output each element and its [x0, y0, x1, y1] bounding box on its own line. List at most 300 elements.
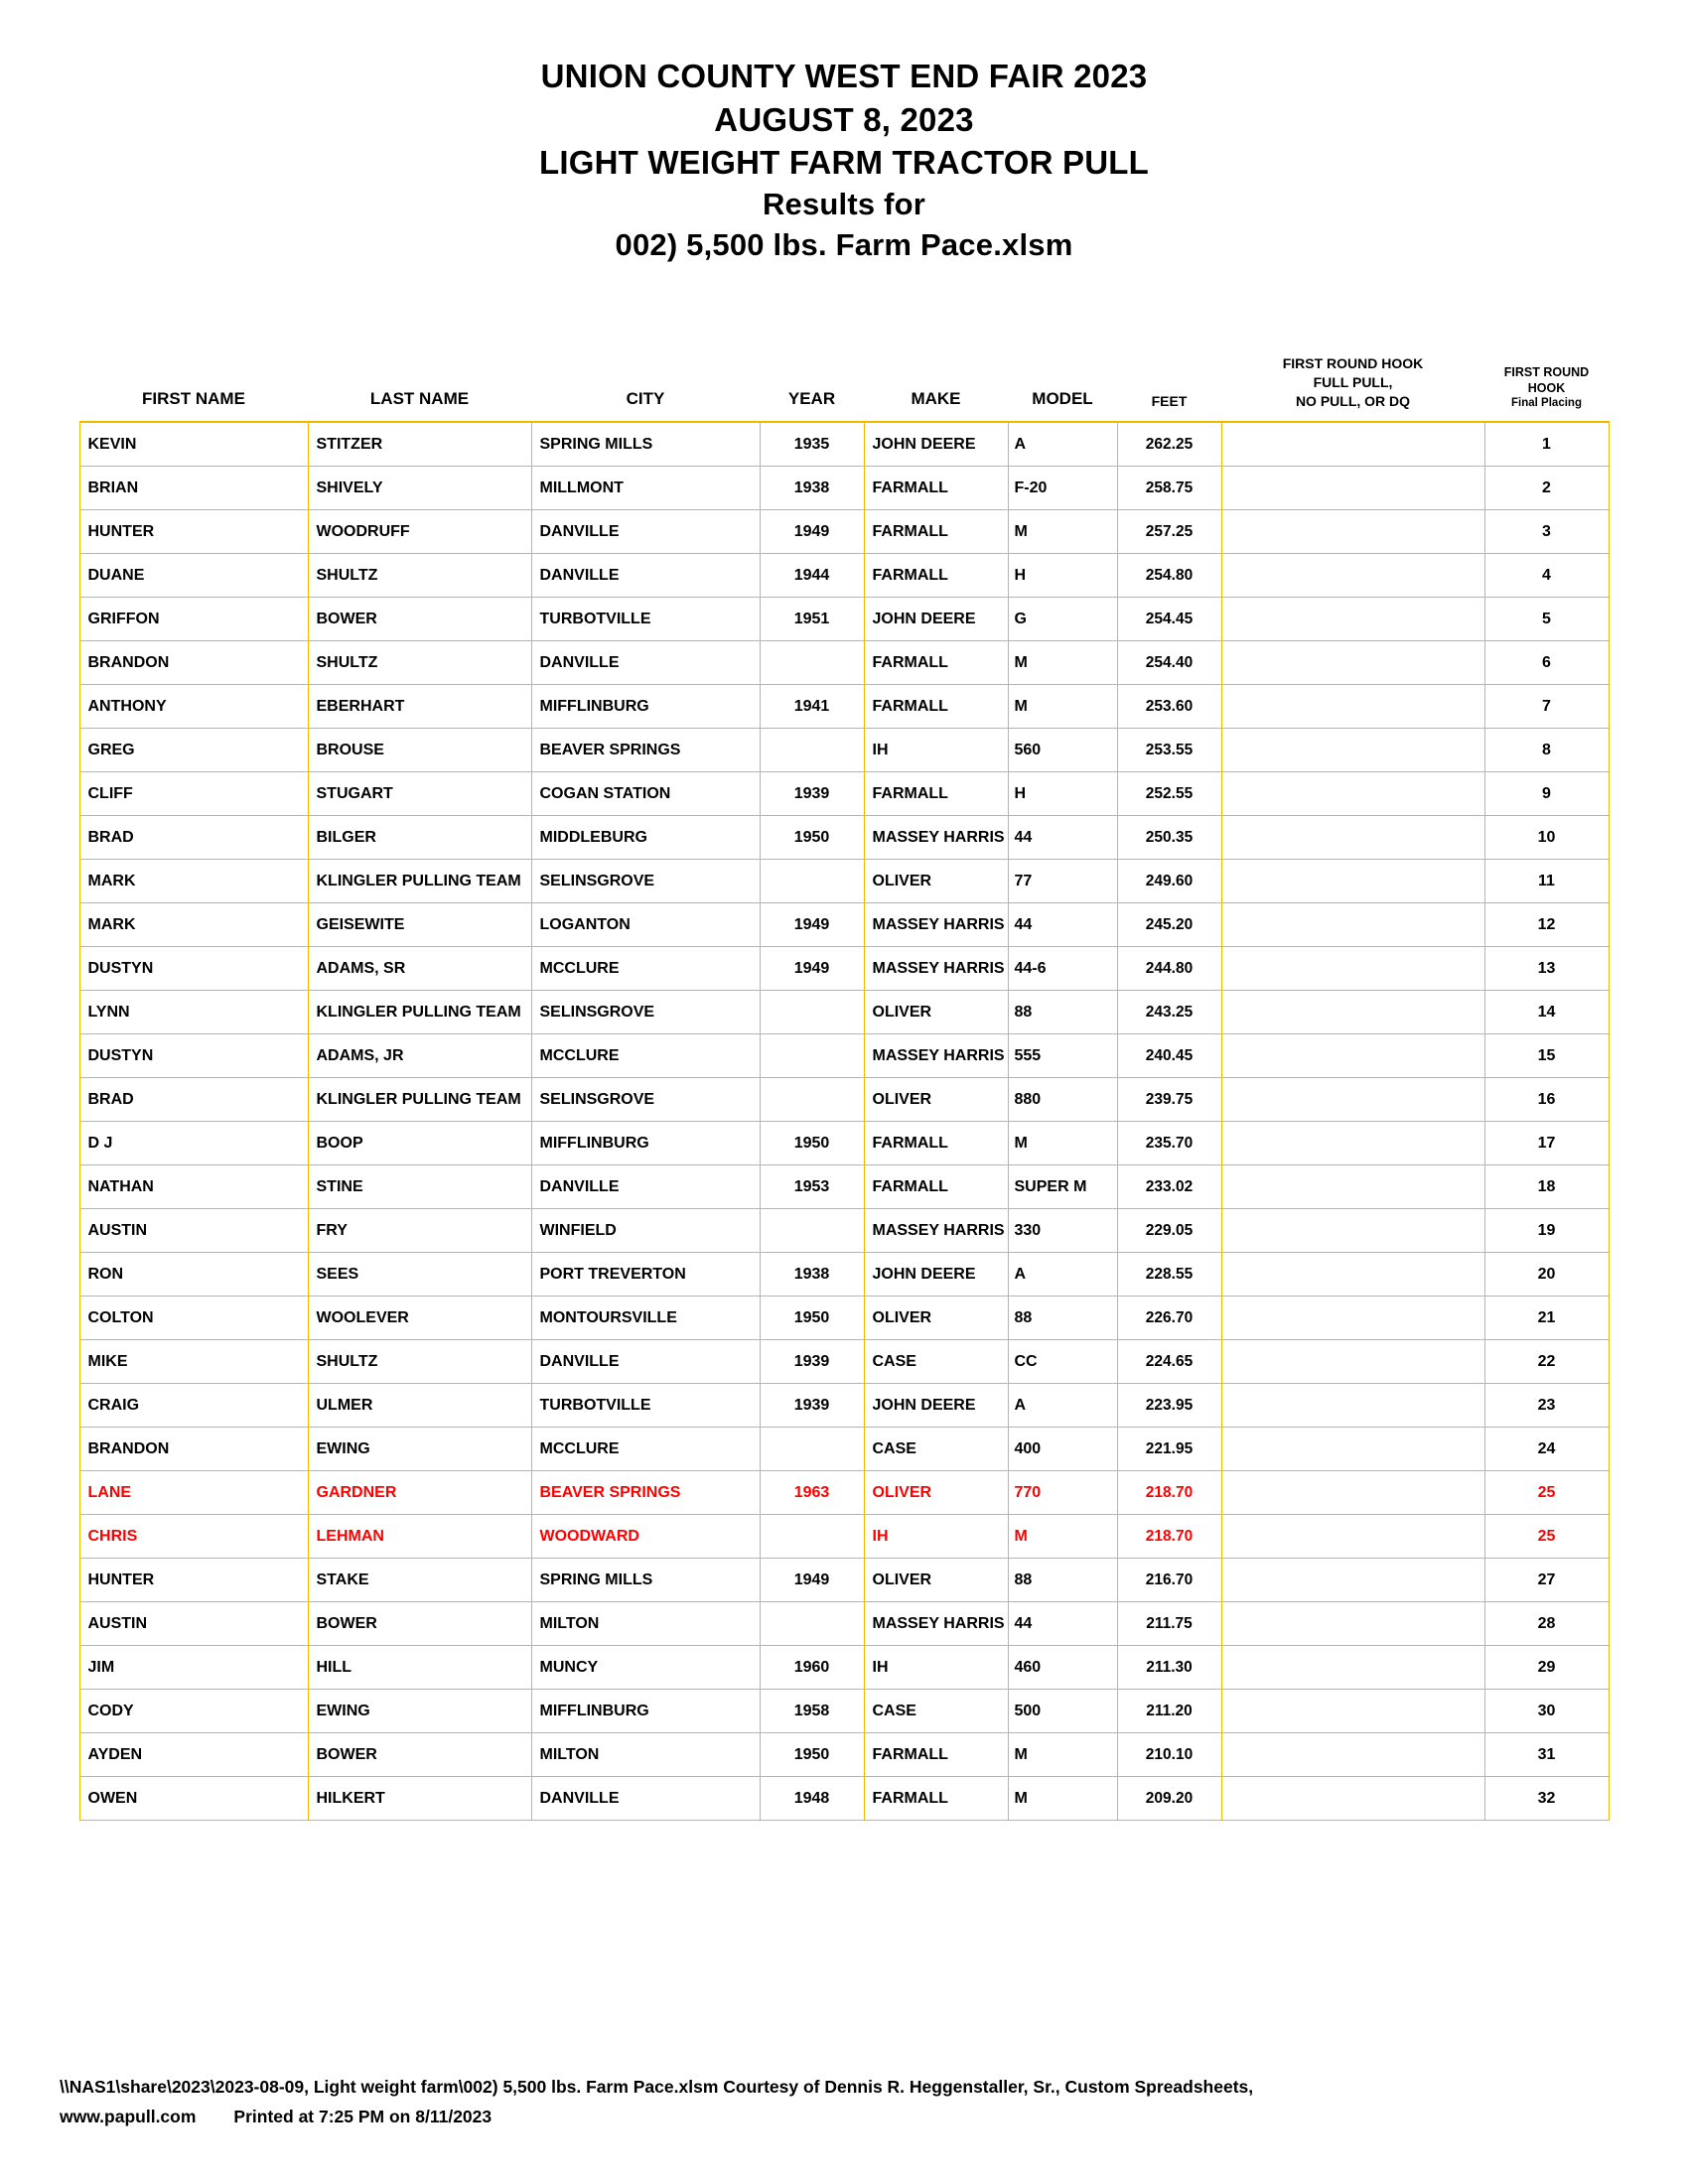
cell-feet: 210.10	[1117, 1733, 1221, 1777]
cell-first-name: RON	[79, 1253, 308, 1297]
cell-year: 1948	[760, 1777, 864, 1821]
cell-last-name: WOOLEVER	[308, 1297, 531, 1340]
table-row	[79, 422, 1609, 467]
cell-model: 44	[1008, 903, 1117, 947]
cell-model: M	[1008, 510, 1117, 554]
cell-year	[760, 1515, 864, 1559]
cell-make: JOHN DEERE	[864, 1384, 1008, 1428]
cell-city: MIDDLEBURG	[531, 816, 760, 860]
table-row	[79, 816, 1609, 860]
cell-first-round-hook	[1221, 1646, 1484, 1690]
cell-final-placing: 28	[1484, 1602, 1609, 1646]
cell-model: 555	[1008, 1034, 1117, 1078]
cell-make: FARMALL	[864, 641, 1008, 685]
cell-model: G	[1008, 598, 1117, 641]
cell-first-name: BRAD	[79, 1078, 308, 1122]
cell-feet: 209.20	[1117, 1777, 1221, 1821]
cell-city: BEAVER SPRINGS	[531, 729, 760, 772]
cell-first-round-hook	[1221, 510, 1484, 554]
cell-last-name: WOODRUFF	[308, 510, 531, 554]
cell-feet: 252.55	[1117, 772, 1221, 816]
cell-first-round-hook	[1221, 1297, 1484, 1340]
cell-make: OLIVER	[864, 860, 1008, 903]
table-row	[79, 772, 1609, 816]
table-row	[79, 903, 1609, 947]
cell-first-round-hook	[1221, 816, 1484, 860]
cell-make: FARMALL	[864, 510, 1008, 554]
cell-first-name: BRIAN	[79, 467, 308, 510]
cell-city: DANVILLE	[531, 510, 760, 554]
cell-model: 44-6	[1008, 947, 1117, 991]
cell-feet: 250.35	[1117, 816, 1221, 860]
cell-final-placing: 29	[1484, 1646, 1609, 1690]
cell-first-round-hook	[1221, 1559, 1484, 1602]
cell-make: FARMALL	[864, 467, 1008, 510]
cell-year	[760, 991, 864, 1034]
cell-make: MASSEY HARRIS	[864, 947, 1008, 991]
cell-first-name: D J	[79, 1122, 308, 1165]
cell-last-name: STITZER	[308, 422, 531, 467]
cell-last-name: BOWER	[308, 1602, 531, 1646]
cell-feet: 254.80	[1117, 554, 1221, 598]
table-row	[79, 1078, 1609, 1122]
table-row	[79, 1646, 1609, 1690]
cell-final-placing: 14	[1484, 991, 1609, 1034]
cell-final-placing: 15	[1484, 1034, 1609, 1078]
cell-last-name: EBERHART	[308, 685, 531, 729]
cell-feet: 253.55	[1117, 729, 1221, 772]
table-row	[79, 1384, 1609, 1428]
cell-first-name: GRIFFON	[79, 598, 308, 641]
cell-year	[760, 729, 864, 772]
table-row	[79, 554, 1609, 598]
cell-year	[760, 1428, 864, 1471]
placing-header-line1: FIRST ROUND	[1503, 364, 1590, 379]
cell-last-name: KLINGLER PULLING TEAM	[308, 860, 531, 903]
cell-final-placing: 22	[1484, 1340, 1609, 1384]
cell-year: 1939	[760, 772, 864, 816]
cell-year	[760, 641, 864, 685]
cell-make: MASSEY HARRIS	[864, 1034, 1008, 1078]
cell-final-placing: 30	[1484, 1690, 1609, 1733]
cell-first-name: CODY	[79, 1690, 308, 1733]
cell-first-round-hook	[1221, 1253, 1484, 1297]
table-header	[79, 350, 1609, 422]
table-row	[79, 1122, 1609, 1165]
cell-city: WINFIELD	[531, 1209, 760, 1253]
table-row	[79, 1428, 1609, 1471]
cell-first-round-hook	[1221, 1690, 1484, 1733]
cell-last-name: SHULTZ	[308, 1340, 531, 1384]
cell-last-name: BOWER	[308, 598, 531, 641]
cell-make: JOHN DEERE	[864, 422, 1008, 467]
cell-make: OLIVER	[864, 1297, 1008, 1340]
cell-year: 1941	[760, 685, 864, 729]
cell-city: SELINSGROVE	[531, 860, 760, 903]
cell-feet: 249.60	[1117, 860, 1221, 903]
cell-first-round-hook	[1221, 685, 1484, 729]
cell-feet: 218.70	[1117, 1515, 1221, 1559]
cell-last-name: EWING	[308, 1690, 531, 1733]
cell-make: CASE	[864, 1690, 1008, 1733]
cell-make: FARMALL	[864, 685, 1008, 729]
table-row	[79, 641, 1609, 685]
cell-first-name: AYDEN	[79, 1733, 308, 1777]
cell-final-placing: 23	[1484, 1384, 1609, 1428]
cell-year: 1939	[760, 1384, 864, 1428]
cell-final-placing: 18	[1484, 1165, 1609, 1209]
cell-model: M	[1008, 641, 1117, 685]
cell-feet: 218.70	[1117, 1471, 1221, 1515]
cell-model: A	[1008, 1253, 1117, 1297]
hook-header-line1: FIRST ROUND HOOK	[1282, 355, 1424, 372]
cell-final-placing: 12	[1484, 903, 1609, 947]
cell-first-name: CLIFF	[79, 772, 308, 816]
cell-first-name: KEVIN	[79, 422, 308, 467]
cell-first-round-hook	[1221, 422, 1484, 467]
cell-feet: 258.75	[1117, 467, 1221, 510]
cell-first-name: CHRIS	[79, 1515, 308, 1559]
cell-last-name: KLINGLER PULLING TEAM	[308, 991, 531, 1034]
cell-feet: 229.05	[1117, 1209, 1221, 1253]
cell-final-placing: 16	[1484, 1078, 1609, 1122]
cell-make: CASE	[864, 1340, 1008, 1384]
cell-last-name: BROUSE	[308, 729, 531, 772]
cell-last-name: HILKERT	[308, 1777, 531, 1821]
cell-year: 1949	[760, 510, 864, 554]
cell-year: 1949	[760, 1559, 864, 1602]
cell-city: DANVILLE	[531, 641, 760, 685]
cell-final-placing: 25	[1484, 1471, 1609, 1515]
cell-first-name: HUNTER	[79, 1559, 308, 1602]
table-row	[79, 685, 1609, 729]
cell-first-name: COLTON	[79, 1297, 308, 1340]
cell-model: 44	[1008, 1602, 1117, 1646]
cell-last-name: STUGART	[308, 772, 531, 816]
table-row	[79, 1209, 1609, 1253]
cell-city: MONTOURSVILLE	[531, 1297, 760, 1340]
cell-make: IH	[864, 1646, 1008, 1690]
cell-last-name: HILL	[308, 1646, 531, 1690]
cell-first-name: JIM	[79, 1646, 308, 1690]
cell-first-round-hook	[1221, 772, 1484, 816]
cell-last-name: GEISEWITE	[308, 903, 531, 947]
title-line-class: LIGHT WEIGHT FARM TRACTOR PULL	[538, 144, 1149, 182]
cell-feet: 244.80	[1117, 947, 1221, 991]
cell-final-placing: 4	[1484, 554, 1609, 598]
table-row	[79, 1733, 1609, 1777]
cell-first-name: DUANE	[79, 554, 308, 598]
footer-printed-timestamp: Printed at 7:25 PM on 8/11/2023	[233, 2107, 492, 2127]
cell-first-name: MARK	[79, 903, 308, 947]
cell-final-placing: 5	[1484, 598, 1609, 641]
cell-make: MASSEY HARRIS	[864, 1209, 1008, 1253]
title-line-filename: 002) 5,500 lbs. Farm Pace.xlsm	[615, 226, 1073, 262]
cell-city: MCCLURE	[531, 1428, 760, 1471]
hook-header-line2: FULL PULL,	[1313, 374, 1393, 391]
cell-city: DANVILLE	[531, 1340, 760, 1384]
cell-last-name: SEES	[308, 1253, 531, 1297]
cell-year: 1950	[760, 1733, 864, 1777]
cell-last-name: LEHMAN	[308, 1515, 531, 1559]
footer-path-line: \\NAS1\share\2023\2023-08-09, Light weight farm\002) 5,500 lbs. Farm Pace.xlsm Courtesy of Dennis R. Heggenstaller, Sr., Custom Spreadsheets,	[60, 2076, 1254, 2097]
cell-make: JOHN DEERE	[864, 598, 1008, 641]
table-row	[79, 729, 1609, 772]
cell-city: MCCLURE	[531, 947, 760, 991]
cell-feet: 221.95	[1117, 1428, 1221, 1471]
cell-model: 560	[1008, 729, 1117, 772]
table-row	[79, 947, 1609, 991]
cell-feet: 233.02	[1117, 1165, 1221, 1209]
cell-model: CC	[1008, 1340, 1117, 1384]
cell-city: SELINSGROVE	[531, 1078, 760, 1122]
cell-first-name: BRANDON	[79, 641, 308, 685]
cell-final-placing: 13	[1484, 947, 1609, 991]
cell-year: 1950	[760, 1122, 864, 1165]
cell-make: FARMALL	[864, 1122, 1008, 1165]
table-row	[79, 598, 1609, 641]
cell-model: 330	[1008, 1209, 1117, 1253]
cell-first-round-hook	[1221, 1602, 1484, 1646]
cell-city: MIFFLINBURG	[531, 1122, 760, 1165]
cell-first-name: ANTHONY	[79, 685, 308, 729]
cell-feet: 211.30	[1117, 1646, 1221, 1690]
placing-header-line2: HOOK	[1527, 380, 1566, 395]
cell-first-name: AUSTIN	[79, 1602, 308, 1646]
cell-last-name: BILGER	[308, 816, 531, 860]
cell-last-name: FRY	[308, 1209, 531, 1253]
cell-first-name: MIKE	[79, 1340, 308, 1384]
cell-first-name: AUSTIN	[79, 1209, 308, 1253]
cell-first-round-hook	[1221, 1428, 1484, 1471]
cell-first-name: DUSTYN	[79, 1034, 308, 1078]
cell-first-name: BRAD	[79, 816, 308, 860]
cell-feet: 239.75	[1117, 1078, 1221, 1122]
cell-make: FARMALL	[864, 1733, 1008, 1777]
hook-header-line3: NO PULL, OR DQ	[1295, 393, 1411, 410]
cell-last-name: SHULTZ	[308, 554, 531, 598]
cell-final-placing: 10	[1484, 816, 1609, 860]
cell-make: OLIVER	[864, 1471, 1008, 1515]
cell-year: 1951	[760, 598, 864, 641]
cell-first-round-hook	[1221, 1471, 1484, 1515]
cell-last-name: ULMER	[308, 1384, 531, 1428]
column-header-make: MAKE	[864, 350, 1008, 422]
cell-city: MILTON	[531, 1733, 760, 1777]
placing-header-line3: Final Placing	[1511, 397, 1582, 410]
title-line-event: UNION COUNTY WEST END FAIR 2023	[540, 58, 1148, 94]
cell-year: 1938	[760, 467, 864, 510]
cell-model: M	[1008, 1777, 1117, 1821]
cell-first-round-hook	[1221, 1209, 1484, 1253]
cell-feet: 243.25	[1117, 991, 1221, 1034]
column-header-year: YEAR	[760, 350, 864, 422]
cell-year: 1949	[760, 903, 864, 947]
cell-feet: 254.40	[1117, 641, 1221, 685]
cell-first-name: LANE	[79, 1471, 308, 1515]
table-row	[79, 1253, 1609, 1297]
cell-year: 1935	[760, 422, 864, 467]
cell-city: MIFFLINBURG	[531, 685, 760, 729]
cell-last-name: STINE	[308, 1165, 531, 1209]
cell-make: FARMALL	[864, 1165, 1008, 1209]
cell-year	[760, 1209, 864, 1253]
cell-city: MILLMONT	[531, 467, 760, 510]
cell-last-name: EWING	[308, 1428, 531, 1471]
cell-feet: 228.55	[1117, 1253, 1221, 1297]
cell-first-round-hook	[1221, 903, 1484, 947]
cell-feet: 262.25	[1117, 422, 1221, 467]
cell-final-placing: 21	[1484, 1297, 1609, 1340]
table-row	[79, 1690, 1609, 1733]
cell-make: MASSEY HARRIS	[864, 1602, 1008, 1646]
cell-final-placing: 24	[1484, 1428, 1609, 1471]
cell-first-round-hook	[1221, 1733, 1484, 1777]
table-row	[79, 1777, 1609, 1821]
cell-city: PORT TREVERTON	[531, 1253, 760, 1297]
cell-feet: 223.95	[1117, 1384, 1221, 1428]
cell-final-placing: 27	[1484, 1559, 1609, 1602]
table-row	[79, 1559, 1609, 1602]
cell-model: 880	[1008, 1078, 1117, 1122]
cell-final-placing: 3	[1484, 510, 1609, 554]
column-header-model: MODEL	[1008, 350, 1117, 422]
table-row	[79, 1297, 1609, 1340]
cell-final-placing: 9	[1484, 772, 1609, 816]
cell-make: JOHN DEERE	[864, 1253, 1008, 1297]
cell-model: M	[1008, 1515, 1117, 1559]
cell-first-round-hook	[1221, 947, 1484, 991]
cell-city: TURBOTVILLE	[531, 1384, 760, 1428]
cell-first-round-hook	[1221, 1384, 1484, 1428]
cell-final-placing: 25	[1484, 1515, 1609, 1559]
cell-first-name: BRANDON	[79, 1428, 308, 1471]
cell-final-placing: 11	[1484, 860, 1609, 903]
cell-make: FARMALL	[864, 1777, 1008, 1821]
cell-feet: 224.65	[1117, 1340, 1221, 1384]
cell-city: DANVILLE	[531, 1777, 760, 1821]
cell-city: DANVILLE	[531, 1165, 760, 1209]
cell-feet: 216.70	[1117, 1559, 1221, 1602]
cell-first-round-hook	[1221, 1165, 1484, 1209]
cell-make: FARMALL	[864, 772, 1008, 816]
cell-year: 1944	[760, 554, 864, 598]
cell-city: MCCLURE	[531, 1034, 760, 1078]
cell-model: SUPER M	[1008, 1165, 1117, 1209]
cell-final-placing: 6	[1484, 641, 1609, 685]
column-header-final-placing	[1484, 350, 1609, 422]
cell-year: 1958	[760, 1690, 864, 1733]
cell-city: COGAN STATION	[531, 772, 760, 816]
cell-model: A	[1008, 1384, 1117, 1428]
cell-first-round-hook	[1221, 1034, 1484, 1078]
column-header-last-name: LAST NAME	[308, 350, 531, 422]
cell-feet: 240.45	[1117, 1034, 1221, 1078]
cell-last-name: GARDNER	[308, 1471, 531, 1515]
cell-make: MASSEY HARRIS	[864, 903, 1008, 947]
cell-model: H	[1008, 554, 1117, 598]
table-row	[79, 1602, 1609, 1646]
footer-website: www.papull.com	[60, 2107, 197, 2127]
cell-city: TURBOTVILLE	[531, 598, 760, 641]
cell-year: 1960	[760, 1646, 864, 1690]
cell-make: IH	[864, 1515, 1008, 1559]
table-row	[79, 1165, 1609, 1209]
cell-year	[760, 1602, 864, 1646]
cell-model: 770	[1008, 1471, 1117, 1515]
table-row	[79, 991, 1609, 1034]
cell-model: 88	[1008, 991, 1117, 1034]
cell-last-name: ADAMS, JR	[308, 1034, 531, 1078]
cell-final-placing: 7	[1484, 685, 1609, 729]
cell-last-name: STAKE	[308, 1559, 531, 1602]
footer-second-line	[60, 2102, 1628, 2132]
title-line-date: AUGUST 8, 2023	[714, 100, 974, 138]
table-body	[79, 422, 1609, 1821]
cell-model: 500	[1008, 1690, 1117, 1733]
title-block	[60, 55, 1628, 265]
cell-first-name: NATHAN	[79, 1165, 308, 1209]
cell-city: BEAVER SPRINGS	[531, 1471, 760, 1515]
cell-final-placing: 8	[1484, 729, 1609, 772]
cell-first-round-hook	[1221, 1515, 1484, 1559]
cell-last-name: BOWER	[308, 1733, 531, 1777]
cell-first-name: MARK	[79, 860, 308, 903]
cell-year: 1938	[760, 1253, 864, 1297]
table-row	[79, 1471, 1609, 1515]
cell-city: MUNCY	[531, 1646, 760, 1690]
cell-model: 88	[1008, 1297, 1117, 1340]
cell-city: DANVILLE	[531, 554, 760, 598]
cell-model: M	[1008, 1122, 1117, 1165]
cell-first-round-hook	[1221, 729, 1484, 772]
cell-first-name: CRAIG	[79, 1384, 308, 1428]
cell-model: 400	[1008, 1428, 1117, 1471]
cell-make: MASSEY HARRIS	[864, 816, 1008, 860]
title-line-results-for: Results for	[762, 186, 926, 221]
table-row	[79, 1034, 1609, 1078]
cell-city: MIFFLINBURG	[531, 1690, 760, 1733]
cell-first-round-hook	[1221, 991, 1484, 1034]
cell-final-placing: 1	[1484, 422, 1609, 467]
cell-city: LOGANTON	[531, 903, 760, 947]
cell-make: OLIVER	[864, 991, 1008, 1034]
cell-year: 1950	[760, 1297, 864, 1340]
column-header-first-round-hook	[1221, 350, 1484, 422]
cell-year	[760, 1078, 864, 1122]
cell-first-name: GREG	[79, 729, 308, 772]
cell-model: A	[1008, 422, 1117, 467]
cell-last-name: SHULTZ	[308, 641, 531, 685]
cell-year: 1939	[760, 1340, 864, 1384]
column-header-city: CITY	[531, 350, 760, 422]
cell-model: 88	[1008, 1559, 1117, 1602]
cell-year: 1953	[760, 1165, 864, 1209]
cell-feet: 253.60	[1117, 685, 1221, 729]
table-row	[79, 510, 1609, 554]
cell-first-round-hook	[1221, 641, 1484, 685]
cell-final-placing: 31	[1484, 1733, 1609, 1777]
cell-last-name: ADAMS, SR	[308, 947, 531, 991]
table-row	[79, 1340, 1609, 1384]
cell-first-round-hook	[1221, 1777, 1484, 1821]
cell-make: OLIVER	[864, 1078, 1008, 1122]
cell-final-placing: 17	[1484, 1122, 1609, 1165]
cell-model: 460	[1008, 1646, 1117, 1690]
cell-model: 77	[1008, 860, 1117, 903]
column-header-first-name: FIRST NAME	[79, 350, 308, 422]
cell-make: CASE	[864, 1428, 1008, 1471]
